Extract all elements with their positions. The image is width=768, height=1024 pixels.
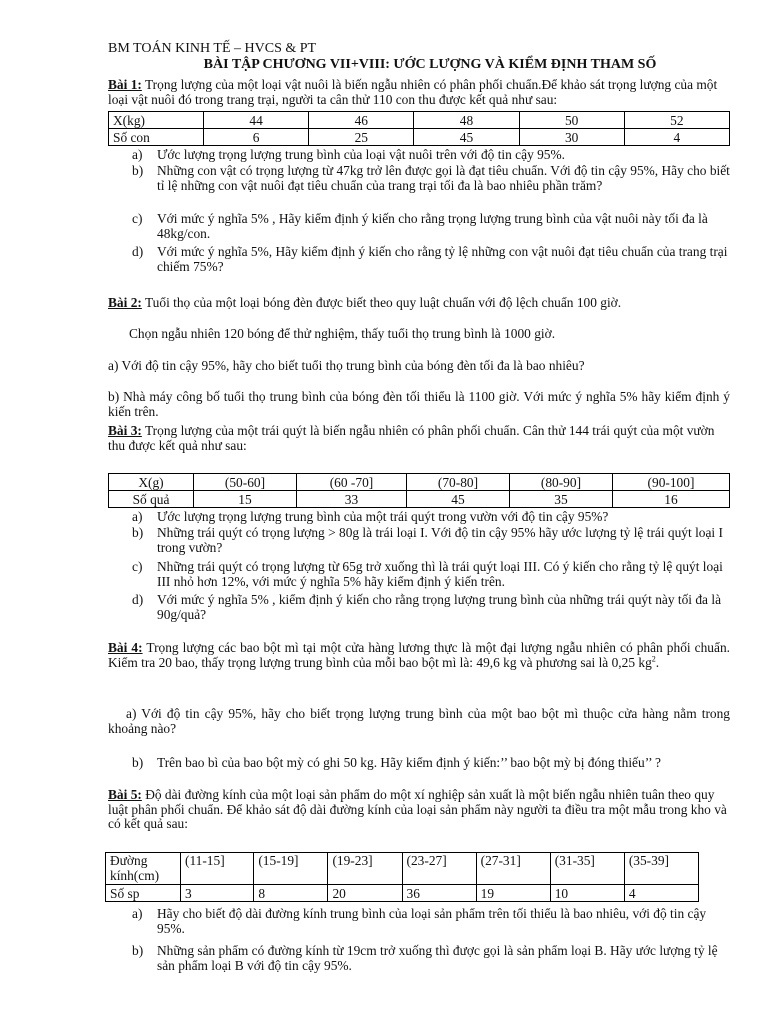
table-cell: 19 [476,885,550,902]
department-header: BM TOÁN KINH TẾ – HVCS & PT [108,41,317,56]
exercise-5-text: Độ dài đường kính của một loại sản phẩm do một xí nghiệp sản xuất là một biến ngẫu nhiên tuân theo quy luật phân phối chuẩn. Để khảo sát độ dài đường kính của loại sản phẩm này người ta điều tra một mẫu trong kho và có kết quả sau: [108,787,727,832]
table-cell: 35 [509,491,612,508]
table-cell: 30 [519,129,624,146]
item-key: a) [132,906,143,921]
table-cell: 16 [612,491,729,508]
table-cell: Số sp [106,885,181,902]
table-row [109,129,730,146]
table-cell: 52 [624,112,729,129]
page-title: BÀI TẬP CHƯƠNG VII+VIII: ƯỚC LƯỢNG VÀ KIỂM ĐỊNH THAM SỐ [203,57,657,72]
item-key: b) [132,525,144,540]
table-cell: (27-31] [476,853,550,885]
item-text: Những con vật có trọng lượng từ 47kg trở lên được gọi là đạt tiêu chuẩn. Với độ tin cậy 95%, Hãy cho biết tỉ lệ những con vật nuôi đạt tiêu chuẩn của trang trại tối đa là bao nhiêu phần trăm? [157,163,730,193]
exercise-5-label: Bài 5: [108,787,142,802]
table-cell: 45 [414,129,519,146]
table-cell: (31-35] [550,853,624,885]
item-text: Trên bao bì của bao bột mỳ có ghi 50 kg. Hãy kiểm định ý kiến:’’ bao bột mỳ bị đóng thiếu’’ ? [157,755,661,770]
table-cell: (35-39] [624,853,698,885]
item-text: Với mức ý nghĩa 5% , Hãy kiểm định ý kiến cho rằng trọng lượng trung bình của vật nuôi này tối đa là 48kg/con. [157,211,708,241]
item-text: Với mức ý nghĩa 5% , kiểm định ý kiến cho rằng trọng lượng trung bình của những trái quýt này tối đa là 90g/quả? [157,592,722,622]
table-cell: 15 [194,491,297,508]
table-cell: 6 [204,129,309,146]
item-key: b) [132,163,144,178]
table-row [109,474,730,491]
table-cell: 48 [414,112,519,129]
exercise-3-intro [108,424,730,453]
table-cell: (15-19] [254,853,328,885]
exercise-2-intro [108,296,730,311]
item-key: d) [132,244,144,259]
exercise-4-part-a-text: a) Với độ tin cậy 95%, hãy cho biết trọng lượng trung bình của một bao bột mì thuộc cửa hàng nằm trong khoảng nào? [108,706,730,736]
table-cell: 8 [254,885,328,902]
table-row [106,853,699,885]
table-cell: (23-27] [402,853,476,885]
list-item [132,907,732,936]
table-cell: (50-60] [194,474,297,491]
table-cell: Số quả [109,491,194,508]
exercise-5-table [105,852,699,902]
item-text: Với mức ý nghĩa 5%, Hãy kiểm định ý kiến cho rằng tỷ lệ những con vật nuôi đạt tiêu chuẩn của trang trại chiếm 75%? [157,244,728,274]
list-item [132,593,732,622]
table-cell: 25 [309,129,414,146]
exercise-2-label: Bài 2: [108,295,142,310]
table-cell: 4 [624,885,698,902]
table-cell: (60 -70] [296,474,406,491]
item-text: Những trái quýt có trọng lượng từ 65g trở xuống thì là trái quýt loại III. Có ý kiến cho rằng tỷ lệ quýt loại III nhỏ hơn 12%, với mức ý nghĩa 5% hãy kiểm định ý kiến trên. [157,559,723,589]
list-item [132,944,732,973]
list-item [132,756,732,771]
table-cell: (90-100] [612,474,729,491]
table-cell: (80-90] [509,474,612,491]
list-item [132,245,732,274]
item-key: a) [132,147,143,162]
exercise-4-tail: . [655,654,660,670]
table-cell: 33 [296,491,406,508]
exercise-1-label: Bài 1: [108,77,142,92]
item-key: b) [132,755,144,770]
table-cell: 10 [550,885,624,902]
exercise-2-para-1: Chọn ngẫu nhiên 120 bóng để thử nghiệm, thấy tuổi thọ trung bình là 1000 giờ. [129,326,556,341]
item-text: Ước lượng trọng lượng trung bình của một trái quýt trong vườn với độ tin cậy 95%? [157,509,609,524]
list-item [132,560,732,589]
exercise-4-text: Trọng lượng các bao bột mì tại một cửa hàng lương thực là một đại lượng ngẫu nhiên có phân phối chuẩn. Kiểm tra 20 bao, thấy trọng lượng trung bình của mỗi bao bột mì là: 49,6 kg và phương sai là 0,25 kg [108,640,730,670]
item-text: Ước lượng trọng lượng trung bình của loại vật nuôi trên với độ tin cậy 95%. [157,147,566,162]
list-item [132,526,732,555]
exercise-4-intro [108,641,730,670]
table-cell: 44 [204,112,309,129]
list-item [132,212,732,241]
table-row [106,885,699,902]
item-text: Hãy cho biết độ dài đường kính trung bình của loại sản phẩm trên tối thiểu là bao nhiêu, với độ tin cậy 95%. [157,906,707,936]
exercise-5-intro [108,788,730,832]
table-cell: Đường kính(cm) [106,853,181,885]
exercise-4-part-a [108,707,730,736]
exponent: 2 [651,654,656,664]
exercise-2-para-3: b) Nhà máy công bố tuổi thọ trung bình của bóng đèn tối thiểu là 1100 giờ. Với mức ý nghĩa 5% hãy kiểm định ý kiến trên. [108,389,730,419]
item-text: Những trái quýt có trọng lượng > 80g là trái loại I. Với độ tin cậy 95% hãy ước lượng tỷ lệ trái quýt loại I trong vườn? [157,525,723,555]
table-cell: 36 [402,885,476,902]
exercise-1-table [108,111,730,146]
item-key: a) [132,509,143,524]
exercise-3-label: Bài 3: [108,423,142,438]
exercise-3-table [108,473,730,508]
exercise-2-text: Tuổi thọ của một loại bóng đèn được biết theo quy luật chuẩn với độ lệch chuẩn 100 giờ. [141,295,622,310]
table-cell: (70-80] [406,474,509,491]
exercise-3-text: Trọng lượng của một trái quýt là biến ngẫu nhiên có phân phối chuẩn. Cân thử 144 trái quýt của một vườn thu được kết quả như sau: [108,423,715,453]
table-row [109,112,730,129]
table-cell: 20 [328,885,402,902]
list-item [132,164,732,193]
table-cell: X(g) [109,474,194,491]
exercise-2-para-2: a) Với độ tin cậy 95%, hãy cho biết tuổi thọ trung bình của bóng đèn tối đa là bao nhiêu? [108,358,585,373]
list-item [132,148,732,163]
table-cell: 46 [309,112,414,129]
table-cell: (19-23] [328,853,402,885]
list-item [132,510,732,525]
item-key: d) [132,592,144,607]
table-cell: Số con [109,129,204,146]
exercise-1-text: Trọng lượng của một loại vật nuôi là biến ngẫu nhiên có phân phối chuẩn.Để khảo sát trọng lượng của một loại vật nuôi đó trong trang trại, người ta cân thử 110 con thu được kết quả như sau: [108,77,718,107]
table-cell: 50 [519,112,624,129]
table-cell: 3 [181,885,254,902]
item-text: Những sản phẩm có đường kính từ 19cm trở xuống thì được gọi là sản phẩm loại B. Hãy ước lượng tỷ lệ sản phẩm loại B với độ tin cậy 95%. [157,943,718,973]
table-row [109,491,730,508]
exercise-4-label: Bài 4: [108,640,143,655]
table-cell: 45 [406,491,509,508]
item-key: c) [132,211,143,226]
table-cell: X(kg) [109,112,204,129]
table-cell: (11-15] [181,853,254,885]
item-key: c) [132,559,143,574]
item-key: b) [132,943,144,958]
exercise-1-intro [108,78,730,107]
table-cell: 4 [624,129,729,146]
